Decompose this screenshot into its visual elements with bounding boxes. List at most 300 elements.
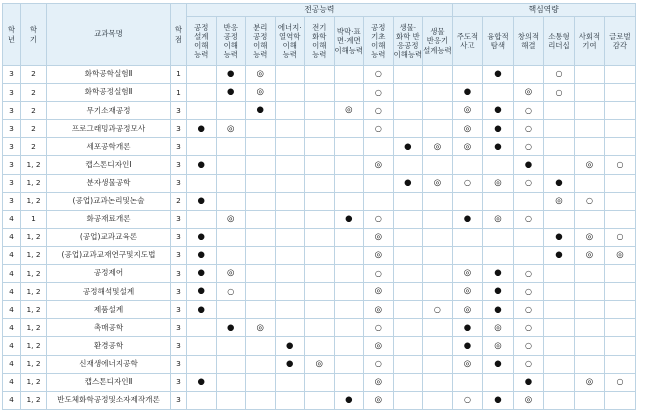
mark-dbl: ◎ xyxy=(463,123,472,134)
mark-dbl: ◎ xyxy=(374,286,383,297)
table-row xyxy=(3,319,636,337)
core-cell-6 xyxy=(605,373,636,391)
competency-cell-2 xyxy=(216,373,246,391)
table-row xyxy=(3,265,636,283)
year-cell: 3 xyxy=(3,66,21,84)
semester-cell: 1, 2 xyxy=(21,265,47,283)
competency-cell-8 xyxy=(393,228,423,246)
year-cell: 3 xyxy=(3,174,21,192)
mark-dbl: ◎ xyxy=(463,105,472,116)
mark-dbl: ◎ xyxy=(494,177,502,188)
mark-dbl: ◎ xyxy=(585,250,594,261)
mark-solid: ● xyxy=(197,286,205,297)
mark-solid: ● xyxy=(286,358,294,369)
mark-solid: ● xyxy=(494,268,502,279)
core-cell-3 xyxy=(513,283,544,301)
core-cell-2 xyxy=(483,156,514,174)
competency-cell-8 xyxy=(393,246,423,264)
mark-open: ○ xyxy=(616,159,624,169)
credit-cell: 3 xyxy=(171,246,187,264)
core-cell-5 xyxy=(574,337,605,355)
credit-cell: 3 xyxy=(171,156,187,174)
mark-open: ○ xyxy=(374,69,382,79)
core-cell-4 xyxy=(544,138,575,156)
competency-cell-3 xyxy=(246,66,276,84)
table-row xyxy=(3,301,636,319)
mark-solid: ● xyxy=(227,322,235,333)
mark-solid: ● xyxy=(494,141,502,152)
header-course: 교과목명 xyxy=(47,4,171,66)
competency-cell-2 xyxy=(216,391,246,409)
competency-cell-7 xyxy=(364,355,394,373)
table-row xyxy=(3,192,636,210)
core-cell-5 xyxy=(574,373,605,391)
semester-cell: 2 xyxy=(21,66,47,84)
mark-solid: ● xyxy=(197,268,205,279)
mark-dbl: ◎ xyxy=(585,232,594,243)
competency-header-8: 생물· 화학 반 응공정 이해능력 xyxy=(393,17,423,66)
core-cell-5 xyxy=(574,391,605,409)
competency-cell-3 xyxy=(246,319,276,337)
competency-cell-3 xyxy=(246,337,276,355)
competency-cell-5 xyxy=(305,192,335,210)
competency-cell-4 xyxy=(275,102,305,120)
mark-open: ○ xyxy=(374,322,382,332)
core-cell-5 xyxy=(574,84,605,102)
core-cell-4 xyxy=(544,174,575,192)
competency-cell-1 xyxy=(187,373,217,391)
year-cell: 3 xyxy=(3,84,21,102)
table-row xyxy=(3,66,636,84)
core-cell-1 xyxy=(452,138,483,156)
mark-solid: ● xyxy=(524,159,533,170)
mark-open: ○ xyxy=(433,304,441,314)
course-name-cell: 캡스톤디자인Ⅰ xyxy=(47,156,171,174)
competency-cell-2 xyxy=(216,66,246,84)
curriculum-competency-table xyxy=(2,3,636,410)
core-cell-4 xyxy=(544,210,575,228)
course-name-cell: (공업)교과논리및논술 xyxy=(47,192,171,210)
table-row xyxy=(3,102,636,120)
core-cell-5 xyxy=(574,283,605,301)
table-row xyxy=(3,84,636,102)
core-cell-3 xyxy=(513,174,544,192)
mark-solid: ● xyxy=(555,232,563,243)
core-cell-3 xyxy=(513,210,544,228)
year-cell: 4 xyxy=(3,301,21,319)
core-cell-1 xyxy=(452,391,483,409)
semester-cell: 2 xyxy=(21,84,47,102)
semester-cell: 1, 2 xyxy=(21,174,47,192)
core-cell-6 xyxy=(605,156,636,174)
mark-open: ○ xyxy=(524,141,532,151)
table-row xyxy=(3,246,636,264)
core-cell-3 xyxy=(513,228,544,246)
competency-cell-8 xyxy=(393,174,423,192)
core-competency-header-2: 융합적 탐색 xyxy=(483,17,514,66)
competency-cell-2 xyxy=(216,156,246,174)
competency-header-6: 박막·표 면·계면 이해능력 xyxy=(334,17,364,66)
competency-cell-3 xyxy=(246,228,276,246)
core-competency-header-4: 소통형 리더십 xyxy=(544,17,575,66)
mark-dbl: ◎ xyxy=(374,394,383,405)
competency-cell-7 xyxy=(364,66,394,84)
mark-dbl: ◎ xyxy=(433,177,442,188)
competency-cell-2 xyxy=(216,192,246,210)
core-cell-5 xyxy=(574,66,605,84)
competency-cell-3 xyxy=(246,192,276,210)
mark-open: ○ xyxy=(616,377,624,387)
competency-cell-6 xyxy=(334,210,364,228)
competency-cell-9 xyxy=(423,246,453,264)
table-row xyxy=(3,156,636,174)
core-cell-1 xyxy=(452,373,483,391)
competency-cell-4 xyxy=(275,246,305,264)
course-name-cell: 반도체화학공정및소자제작개론 xyxy=(47,391,171,409)
course-name-cell: 촉매공학 xyxy=(47,319,171,337)
competency-cell-4 xyxy=(275,283,305,301)
core-cell-1 xyxy=(452,84,483,102)
mark-open: ○ xyxy=(227,286,235,296)
core-cell-5 xyxy=(574,265,605,283)
course-name-cell: (공업)교과교육론 xyxy=(47,228,171,246)
credit-cell: 3 xyxy=(171,138,187,156)
mark-open: ○ xyxy=(374,105,382,115)
core-cell-3 xyxy=(513,319,544,337)
mark-solid: ● xyxy=(555,250,563,261)
course-name-cell: (공업)교과교재연구및지도법 xyxy=(47,246,171,264)
competency-cell-1 xyxy=(187,391,217,409)
competency-cell-6 xyxy=(334,391,364,409)
mark-open: ○ xyxy=(374,268,382,278)
core-cell-5 xyxy=(574,210,605,228)
competency-cell-9 xyxy=(423,355,453,373)
competency-cell-6 xyxy=(334,246,364,264)
competency-cell-5 xyxy=(305,84,335,102)
core-cell-4 xyxy=(544,66,575,84)
competency-cell-4 xyxy=(275,138,305,156)
year-cell: 4 xyxy=(3,283,21,301)
core-cell-2 xyxy=(483,391,514,409)
mark-solid: ● xyxy=(494,105,502,116)
competency-header-4: 에너지· 열역학 이해 능력 xyxy=(275,17,305,66)
competency-cell-5 xyxy=(305,373,335,391)
mark-dbl: ◎ xyxy=(463,286,472,297)
core-cell-5 xyxy=(574,156,605,174)
competency-cell-5 xyxy=(305,246,335,264)
year-cell: 4 xyxy=(3,210,21,228)
credit-cell: 3 xyxy=(171,102,187,120)
mark-open: ○ xyxy=(524,304,532,314)
mark-dbl: ◎ xyxy=(524,394,533,405)
competency-cell-1 xyxy=(187,228,217,246)
competency-cell-4 xyxy=(275,391,305,409)
competency-cell-6 xyxy=(334,319,364,337)
mark-solid: ● xyxy=(197,195,205,206)
credit-cell: 3 xyxy=(171,301,187,319)
core-cell-4 xyxy=(544,301,575,319)
core-cell-6 xyxy=(605,246,636,264)
competency-cell-9 xyxy=(423,228,453,246)
mark-dbl: ◎ xyxy=(555,195,563,206)
year-cell: 4 xyxy=(3,391,21,409)
competency-cell-1 xyxy=(187,192,217,210)
core-cell-4 xyxy=(544,337,575,355)
mark-solid: ● xyxy=(494,304,502,315)
competency-cell-8 xyxy=(393,84,423,102)
competency-cell-7 xyxy=(364,319,394,337)
year-cell: 4 xyxy=(3,373,21,391)
competency-cell-2 xyxy=(216,283,246,301)
core-cell-6 xyxy=(605,174,636,192)
competency-cell-4 xyxy=(275,84,305,102)
mark-dbl: ◎ xyxy=(585,159,594,170)
competency-cell-9 xyxy=(423,391,453,409)
course-name-cell: 화학공정실험Ⅱ xyxy=(47,84,171,102)
competency-cell-5 xyxy=(305,66,335,84)
core-cell-1 xyxy=(452,283,483,301)
competency-cell-7 xyxy=(364,192,394,210)
competency-cell-7 xyxy=(364,283,394,301)
competency-cell-7 xyxy=(364,102,394,120)
table-row xyxy=(3,120,636,138)
core-cell-2 xyxy=(483,301,514,319)
core-cell-6 xyxy=(605,391,636,409)
core-cell-5 xyxy=(574,319,605,337)
competency-cell-3 xyxy=(246,301,276,319)
competency-cell-3 xyxy=(246,265,276,283)
semester-cell: 1, 2 xyxy=(21,192,47,210)
mark-open: ○ xyxy=(616,232,624,242)
competency-cell-5 xyxy=(305,102,335,120)
competency-cell-1 xyxy=(187,174,217,192)
mark-solid: ● xyxy=(463,87,472,98)
competency-cell-2 xyxy=(216,355,246,373)
core-cell-3 xyxy=(513,391,544,409)
course-name-cell: 캡스톤디자인Ⅱ xyxy=(47,373,171,391)
competency-cell-7 xyxy=(364,120,394,138)
core-cell-1 xyxy=(452,102,483,120)
mark-open: ○ xyxy=(374,214,382,224)
core-cell-2 xyxy=(483,355,514,373)
semester-cell: 1, 2 xyxy=(21,391,47,409)
credit-cell: 3 xyxy=(171,337,187,355)
competency-cell-7 xyxy=(364,210,394,228)
competency-cell-9 xyxy=(423,138,453,156)
core-cell-3 xyxy=(513,265,544,283)
competency-cell-2 xyxy=(216,210,246,228)
competency-cell-6 xyxy=(334,192,364,210)
mark-solid: ● xyxy=(404,141,412,152)
mark-dbl: ◎ xyxy=(256,69,264,80)
course-name-cell: 화학공학실험Ⅱ xyxy=(47,66,171,84)
mark-dbl: ◎ xyxy=(256,322,264,333)
course-name-cell: 제품설계 xyxy=(47,301,171,319)
mark-dbl: ◎ xyxy=(585,376,594,387)
competency-cell-1 xyxy=(187,319,217,337)
core-cell-3 xyxy=(513,246,544,264)
competency-cell-1 xyxy=(187,210,217,228)
year-cell: 3 xyxy=(3,102,21,120)
core-competency-header-6: 글로벌 감각 xyxy=(605,17,636,66)
table-row xyxy=(3,391,636,409)
competency-cell-4 xyxy=(275,174,305,192)
core-competency-header-3: 창의적 해결 xyxy=(513,17,544,66)
core-cell-2 xyxy=(483,210,514,228)
core-cell-2 xyxy=(483,373,514,391)
competency-cell-3 xyxy=(246,156,276,174)
mark-solid: ● xyxy=(197,123,205,134)
mark-dbl: ◎ xyxy=(524,87,533,98)
core-cell-1 xyxy=(452,228,483,246)
mark-dbl: ◎ xyxy=(374,232,383,243)
table-body xyxy=(3,66,636,410)
competency-cell-8 xyxy=(393,102,423,120)
core-competency-header-5: 사회적 기여 xyxy=(574,17,605,66)
competency-cell-2 xyxy=(216,228,246,246)
competency-cell-9 xyxy=(423,192,453,210)
core-cell-4 xyxy=(544,373,575,391)
core-cell-2 xyxy=(483,174,514,192)
competency-cell-1 xyxy=(187,102,217,120)
core-cell-1 xyxy=(452,66,483,84)
competency-cell-5 xyxy=(305,301,335,319)
core-cell-6 xyxy=(605,138,636,156)
competency-header-9: 생물 반응기 설계능력 xyxy=(423,17,453,66)
core-cell-2 xyxy=(483,138,514,156)
mark-solid: ● xyxy=(286,340,294,351)
credit-cell: 3 xyxy=(171,174,187,192)
mark-open: ○ xyxy=(524,286,532,296)
core-cell-4 xyxy=(544,265,575,283)
semester-cell: 1 xyxy=(21,210,47,228)
header-competency-group: 전공능력 xyxy=(187,4,453,17)
core-cell-1 xyxy=(452,301,483,319)
competency-cell-2 xyxy=(216,174,246,192)
competency-cell-6 xyxy=(334,120,364,138)
curriculum-table-container xyxy=(2,3,636,410)
core-cell-6 xyxy=(605,66,636,84)
competency-cell-3 xyxy=(246,84,276,102)
competency-cell-1 xyxy=(187,84,217,102)
mark-solid: ● xyxy=(463,322,472,333)
competency-cell-9 xyxy=(423,174,453,192)
core-cell-5 xyxy=(574,174,605,192)
table-header xyxy=(3,4,636,66)
core-cell-2 xyxy=(483,246,514,264)
credit-cell: 3 xyxy=(171,265,187,283)
core-cell-5 xyxy=(574,102,605,120)
competency-cell-3 xyxy=(246,246,276,264)
competency-cell-6 xyxy=(334,156,364,174)
mark-solid: ● xyxy=(197,159,205,170)
competency-cell-5 xyxy=(305,319,335,337)
competency-cell-4 xyxy=(275,301,305,319)
competency-cell-7 xyxy=(364,174,394,192)
core-cell-3 xyxy=(513,138,544,156)
competency-cell-3 xyxy=(246,391,276,409)
core-cell-4 xyxy=(544,192,575,210)
mark-dbl: ◎ xyxy=(463,304,472,315)
year-cell: 4 xyxy=(3,265,21,283)
core-cell-2 xyxy=(483,283,514,301)
competency-cell-2 xyxy=(216,102,246,120)
competency-cell-2 xyxy=(216,337,246,355)
competency-cell-8 xyxy=(393,192,423,210)
table-row xyxy=(3,337,636,355)
competency-cell-7 xyxy=(364,84,394,102)
competency-cell-1 xyxy=(187,246,217,264)
mark-dbl: ◎ xyxy=(374,376,383,387)
semester-cell: 1, 2 xyxy=(21,337,47,355)
competency-cell-3 xyxy=(246,174,276,192)
mark-dbl: ◎ xyxy=(374,340,383,351)
competency-cell-5 xyxy=(305,120,335,138)
mark-solid: ● xyxy=(494,123,502,134)
competency-header-7: 공정 기초 이해 능력 xyxy=(364,17,394,66)
competency-cell-1 xyxy=(187,283,217,301)
competency-cell-4 xyxy=(275,156,305,174)
mark-open: ○ xyxy=(524,123,532,133)
competency-cell-2 xyxy=(216,246,246,264)
core-cell-6 xyxy=(605,319,636,337)
core-cell-2 xyxy=(483,84,514,102)
table-row xyxy=(3,174,636,192)
mark-open: ○ xyxy=(585,196,593,206)
year-cell: 4 xyxy=(3,355,21,373)
competency-cell-8 xyxy=(393,156,423,174)
core-cell-3 xyxy=(513,355,544,373)
mark-open: ○ xyxy=(555,87,563,97)
core-cell-6 xyxy=(605,283,636,301)
core-cell-5 xyxy=(574,246,605,264)
core-cell-2 xyxy=(483,228,514,246)
competency-cell-4 xyxy=(275,373,305,391)
competency-cell-5 xyxy=(305,138,335,156)
competency-cell-8 xyxy=(393,319,423,337)
core-cell-1 xyxy=(452,156,483,174)
competency-cell-7 xyxy=(364,228,394,246)
competency-cell-3 xyxy=(246,283,276,301)
core-cell-6 xyxy=(605,192,636,210)
core-cell-4 xyxy=(544,391,575,409)
core-cell-4 xyxy=(544,355,575,373)
competency-cell-3 xyxy=(246,373,276,391)
core-cell-2 xyxy=(483,120,514,138)
competency-header-5: 전기 화학 이해 능력 xyxy=(305,17,335,66)
mark-open: ○ xyxy=(524,214,532,224)
competency-header-2: 반응 공정 이해 능력 xyxy=(216,17,246,66)
core-cell-5 xyxy=(574,355,605,373)
competency-cell-5 xyxy=(305,210,335,228)
competency-cell-8 xyxy=(393,301,423,319)
mark-dbl: ◎ xyxy=(374,250,383,261)
competency-cell-6 xyxy=(334,373,364,391)
competency-cell-7 xyxy=(364,391,394,409)
mark-dbl: ◎ xyxy=(463,141,472,152)
competency-cell-2 xyxy=(216,301,246,319)
competency-cell-6 xyxy=(334,283,364,301)
core-cell-5 xyxy=(574,228,605,246)
mark-dbl: ◎ xyxy=(256,87,264,98)
competency-cell-6 xyxy=(334,355,364,373)
core-cell-1 xyxy=(452,210,483,228)
course-name-cell: 신재생에너지공학 xyxy=(47,355,171,373)
semester-cell: 1, 2 xyxy=(21,246,47,264)
competency-cell-6 xyxy=(334,228,364,246)
core-cell-6 xyxy=(605,84,636,102)
mark-solid: ● xyxy=(494,69,502,80)
